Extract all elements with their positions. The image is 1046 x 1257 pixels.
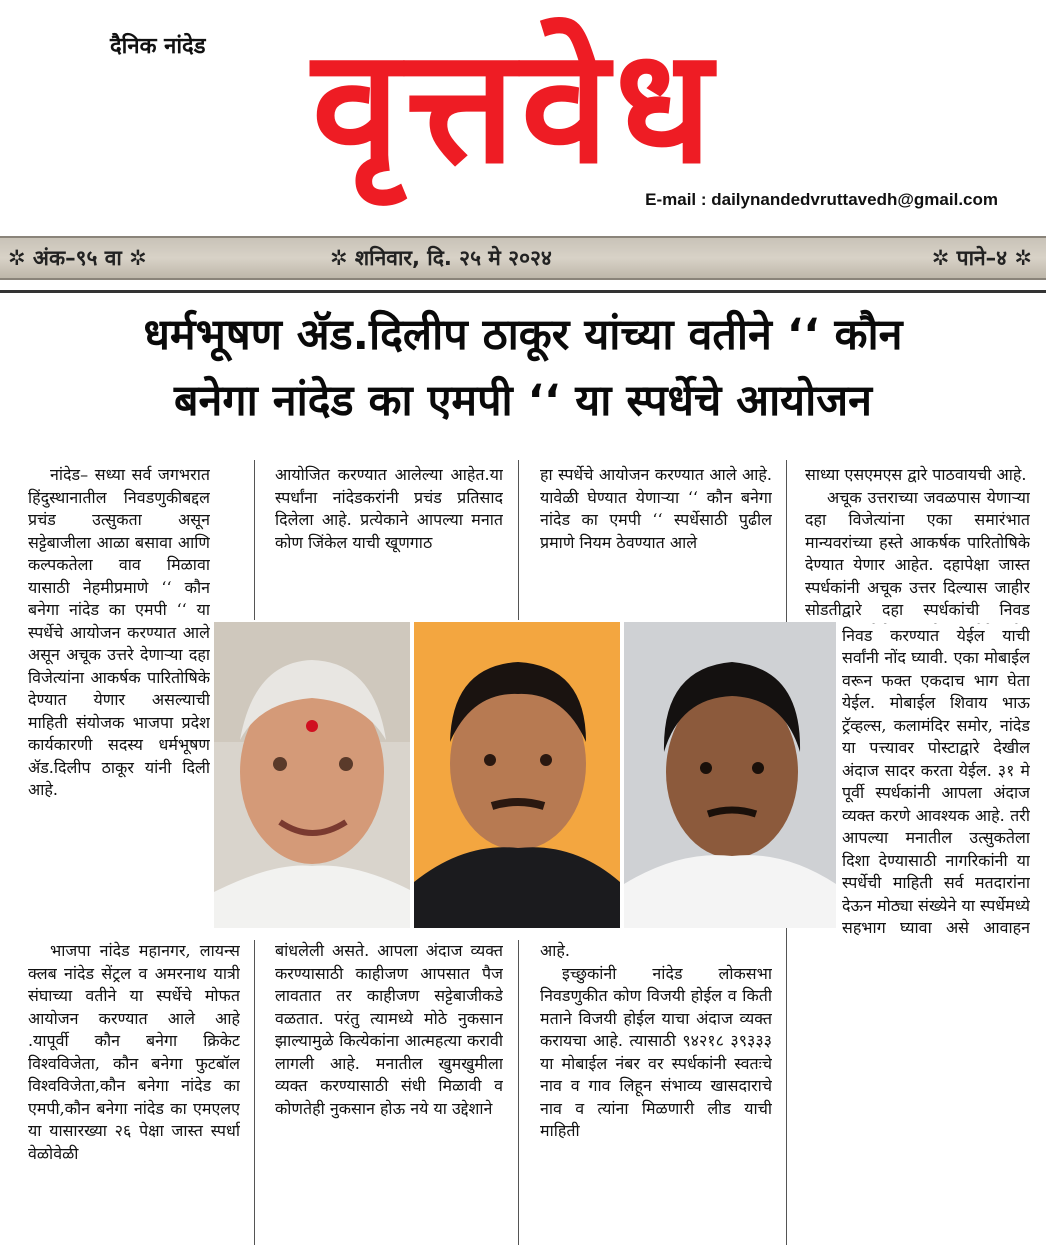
article-column-4-top	[805, 464, 1030, 624]
article-column-4-bottom	[805, 940, 1030, 1250]
column-divider	[518, 460, 519, 620]
column-divider	[518, 940, 519, 1245]
article-paragraph: हा स्पर्धेचे आयोजन करण्यात आले आहे. यावेळी घेण्यात येणाऱ्या ‘‘ कौन बनेगा नांदेड का एमपी ‘‘ स्पर्धेसाठी पुढील प्रमाणे नियम ठेवण्यात आले	[540, 465, 772, 552]
article-paragraph: आयोजित करण्यात आलेल्या आहेत.या स्पर्धांना नांदेडकरांनी प्रचंड प्रतिसाद दिलेला आहे. प्रत्येकाने आपल्या मनात कोण जिंकेल याची खूणगाठ	[275, 465, 503, 552]
article-column-3-bottom	[540, 940, 772, 1250]
column-divider	[786, 460, 787, 620]
article-paragraph: भाजपा नांदेड महानगर, लायन्स क्लब नांदेड सेंट्रल व अमरनाथ यात्री संघाच्या वतीने या स्पर्धेचे मोफत आयोजन करण्यात आले आहे .यापूर्वी कौन बनेगा क्रिकेट विश्वविजेता, कौन बनेगा फुटबॉल विश्वविजेता,कौन बनेगा नांदेड का एमपी,कौन बनेगा नांदेड का एमएलए या यासारख्या २६ पेक्षा जास्त स्पर्धा वेळोवेळी	[28, 941, 240, 1163]
headline-line-2: बनेगा नांदेड का एमपी ‘‘ या स्पर्धेचे आयोजन	[173, 376, 873, 426]
article-paragraph: इच्छुकांनी नांदेड लोकसभा निवडणुकीत कोण विजयी होईल व किती मताने विजयी होईल याचा अंदाज व्यक्त करायचा आहे. त्यासाठी ९४२१८ ३९३३३ या मोबाईल नंबर वर स्पर्धकांनी स्वतःचे नाव व गाव लिहून संभाव्य खासदाराचे नाव व त्यांना मिळणारी लीड याची माहिती	[540, 963, 772, 1140]
article-column-3-top	[540, 464, 772, 620]
article-paragraph: साध्या एसएमएस द्वारे पाठवायची आहे.	[805, 465, 1027, 484]
newspaper-logo: वृत्तवेध	[311, 15, 719, 199]
article-column-1-bottom	[28, 940, 240, 1250]
issue-date: ✲ शनिवार, दि. २५ मे २०२४	[330, 246, 552, 270]
masthead	[0, 0, 1046, 228]
issue-info-bar	[0, 236, 1046, 280]
issue-number: ✲ अंक–९५ वा ✲	[8, 246, 147, 270]
article-paragraph: अचूक उत्तराच्या जवळपास येणाऱ्या दहा विजेत्यांना एका समारंभात मान्यवरांच्या हस्ते आकर्षक पारितोषिके देण्यात येणार आहेत. दहापेक्षा जास्त स्पर्धकांनी अचूक उत्तर दिल्यास जाहीर सोडतीद्वारे दहा स्पर्धकांची निवड	[805, 487, 1030, 619]
column-divider	[254, 460, 255, 620]
article-column-1-top	[28, 464, 210, 934]
article-column-2-top	[275, 464, 503, 620]
article-paragraph: नांदेड– सध्या सर्व जगभरात हिंदुस्थानातील निवडणुकीबद्दल प्रचंड उत्सुकता असून सट्टेबाजीला आळा बसावा आणि कल्पकतेला वाव मिळावा यासाठी नेहमीप्रमाणे ‘‘ कौन बनेगा नांदेड का एमपी ‘‘ या स्पर्धेचे आयोजन करण्यात आले असून अचूक उत्तरे देणाऱ्या दहा विजेत्यांना आकर्षक पारितोषिके देण्यात येणार असल्याची माहिती संयोजक भाजपा प्रदेश कार्यकारणी सदस्य धर्मभूषण ॲड.दिलीप ठाकूर यांनी दिली आहे.	[28, 465, 210, 799]
page-count: ✲ पाने–४ ✲	[931, 246, 1032, 270]
masthead-subtitle: दैनिक नांदेड	[110, 34, 206, 59]
article-paragraph: निवड करण्यात येईल याची सर्वांनी नोंद घ्यावी. एका मोबाईल वरून फक्त एकदाच भाग घेता येईल. मोबाईल शिवाय भाऊ ट्रॅव्हल्स, कलामंदिर समोर, नांदेड या पत्त्यावर पोस्टाद्वारे देखील अंदाज सादर करता येईल. ३१ मे पूर्वी स्पर्धकांनी आपला अंदाज व्यक्त करणे आवश्यक आहे. तरी आपल्या मनातील उत्सुकतेला दिशा देण्यासाठी नागरिकांनी या स्पर्धेची माहिती सर्व मतदारांना देऊन मोठ्या संख्येने या स्पर्धेमध्ये सहभाग घ्यावा असे आवाहन	[842, 625, 1030, 937]
portrait-photo-1	[214, 622, 410, 928]
portrait-photo-3	[624, 622, 836, 928]
article-paragraph: आहे.	[540, 941, 570, 960]
headline-line-1: धर्मभूषण ॲड.दिलीप ठाकूर यांच्या वतीने ‘‘ कौन	[143, 310, 903, 360]
masthead-email: E-mail : dailynandedvruttavedh@gmail.com	[645, 190, 998, 209]
column-divider	[254, 940, 255, 1245]
portrait-photo-2	[414, 622, 620, 928]
article-column-2-bottom	[275, 940, 503, 1250]
article-paragraph: बांधलेली असते. आपला अंदाज व्यक्त करण्यासाठी काहीजण आपसात पैज लावतात तर काहीजण सट्टेबाजीकडे वळतात. परंतु त्यामध्ये मोठे नुकसान झाल्यामुळे कित्येकांना आत्महत्या करावी लागली आहे. मनातील खुमखुमीला व्यक्त करण्यासाठी संधी मिळावी व कोणतेही नुकसान होऊ नये या उद्देशाने	[275, 941, 503, 1118]
article-column-4-beside-photo	[842, 624, 1030, 940]
header-rule	[0, 290, 1046, 293]
headline	[0, 302, 1046, 434]
